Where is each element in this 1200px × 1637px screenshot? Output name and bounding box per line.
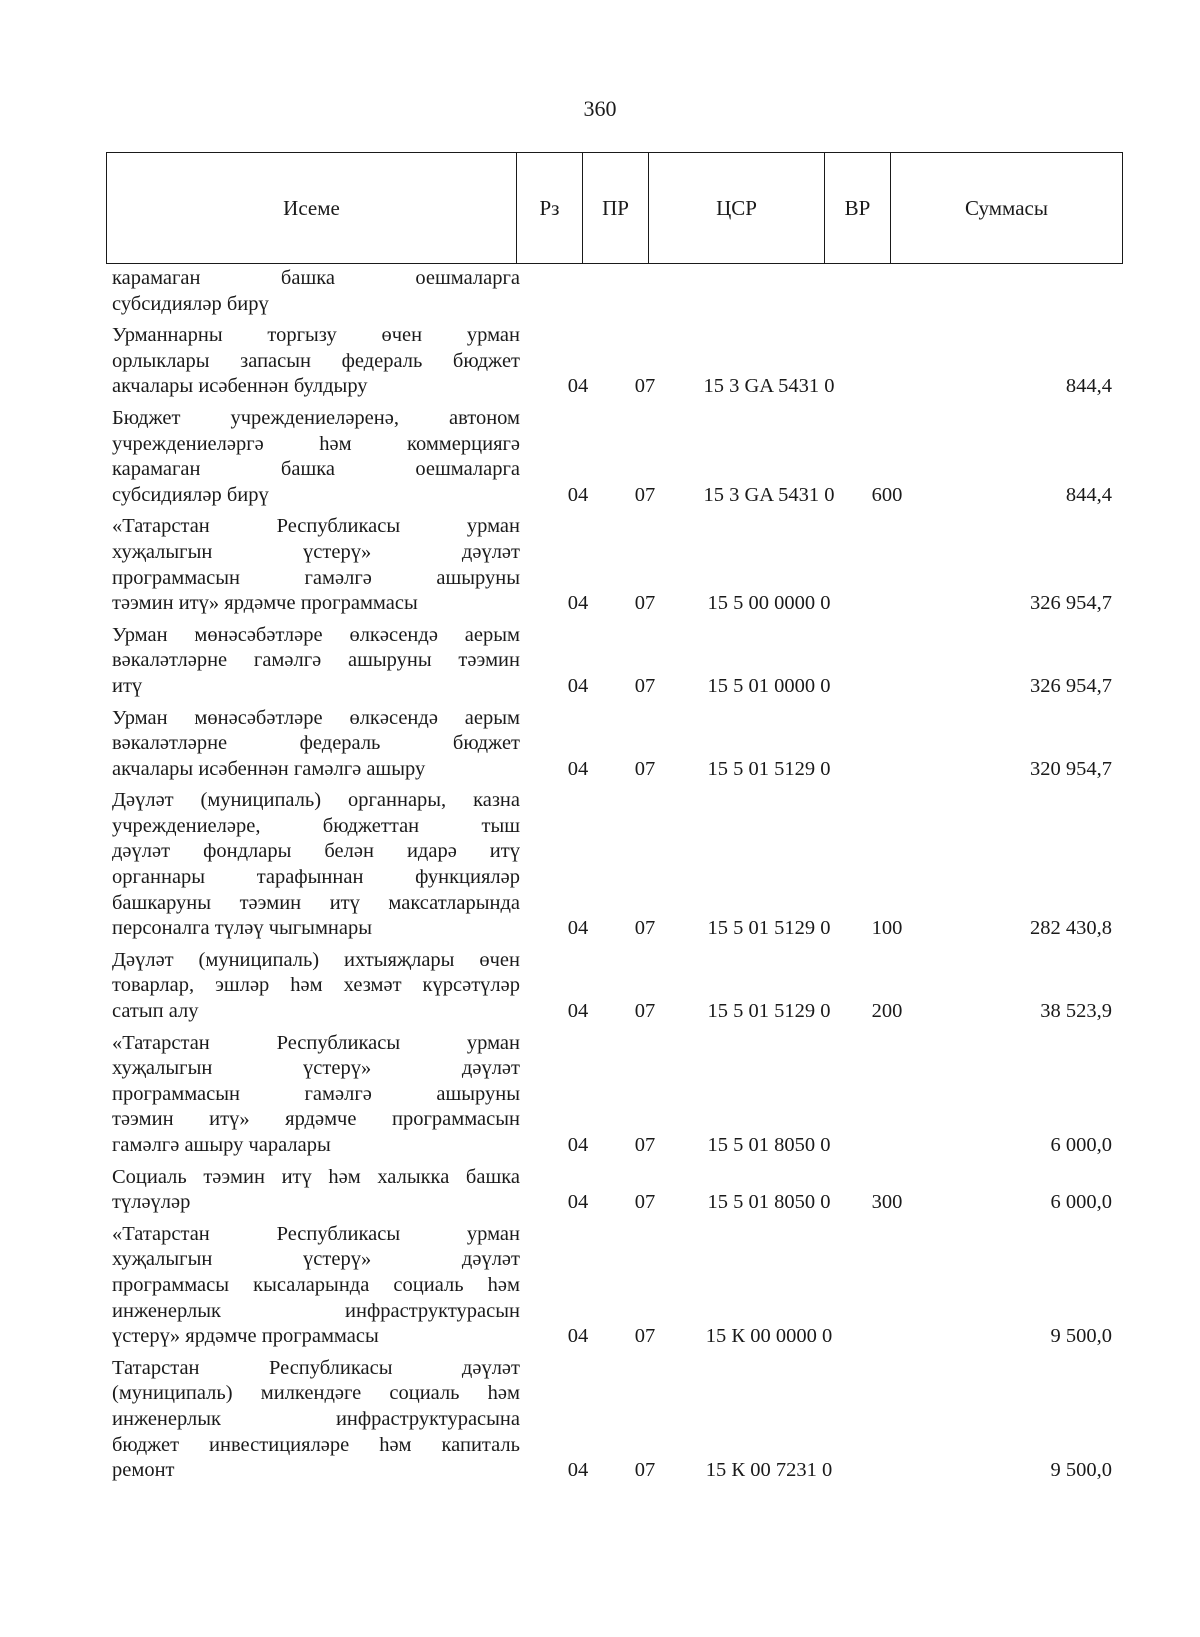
row-sum: 6 000,0: [1050, 1191, 1112, 1214]
row-pr: 07: [634, 1191, 656, 1214]
row-name-line: Дәүләт (муниципаль) органнары, казна: [112, 789, 520, 812]
row-pr: 07: [634, 483, 656, 506]
header-csr: ЦСР: [649, 153, 825, 264]
row-name: [112, 1031, 520, 1159]
row-name: [112, 323, 520, 400]
row-csr: 15 5 01 5129 0: [707, 757, 831, 780]
row-name-line: орлыклары запасын федераль бюджет: [112, 349, 520, 372]
row-name: [112, 266, 520, 317]
row-rz: 04: [567, 674, 589, 697]
table-row: [112, 1031, 1122, 1159]
row-csr: 15 5 01 8050 0: [707, 1191, 831, 1214]
row-name-line: Урманнарны торгызу өчен урман: [112, 324, 520, 347]
table-header: [106, 152, 1123, 264]
table-row: [112, 623, 1122, 700]
row-csr: 15 К 00 0000 0: [705, 1325, 833, 1348]
row-csr: 15 5 01 0000 0: [707, 674, 831, 697]
row-sum: 9 500,0: [1050, 1459, 1112, 1482]
row-name-line: (муниципаль) милкендәге социаль һәм: [112, 1382, 520, 1405]
row-sum: 38 523,9: [1040, 1000, 1112, 1023]
row-name-line: «Татарстан Республикасы урман: [112, 1222, 520, 1245]
row-csr: 15 5 01 5129 0: [707, 917, 831, 940]
row-rz: 04: [567, 1459, 589, 1482]
row-name-line: Урман мөнәсәбәтләре өлкәсендә аерым: [112, 706, 520, 729]
row-name-line: учреждениеләре, бюджеттан тыш: [112, 814, 520, 837]
row-rz: 04: [567, 483, 589, 506]
page-number: 360: [583, 96, 617, 121]
table-row: [112, 323, 1122, 400]
row-name: [112, 948, 520, 1025]
row-name-line: акчалары исәбеннән булдыру: [112, 375, 368, 398]
row-sum: 9 500,0: [1050, 1325, 1112, 1348]
row-pr: 07: [634, 1000, 656, 1023]
row-name-line: инженерлык инфраструктурасына: [112, 1407, 520, 1430]
row-name-line: түләүләр: [112, 1191, 191, 1214]
row-rz: 04: [567, 1325, 589, 1348]
row-pr: 07: [634, 674, 656, 697]
row-csr: 15 5 00 0000 0: [707, 592, 831, 615]
row-name-line: Бюджет учреждениеләренә, автоном: [112, 406, 520, 429]
row-name: [112, 623, 520, 700]
row-csr: 15 5 01 5129 0: [707, 1000, 831, 1023]
table-row: [112, 1356, 1122, 1484]
row-pr: 07: [634, 375, 656, 398]
row-rz: 04: [567, 1191, 589, 1214]
row-rz: 04: [567, 592, 589, 615]
row-pr: 07: [634, 757, 656, 780]
table-row: [112, 406, 1122, 508]
row-name-line: субсидияләр бирү: [112, 483, 269, 506]
row-name: [112, 1165, 520, 1216]
row-sum: 320 954,7: [1030, 757, 1112, 780]
row-name: [112, 406, 520, 508]
row-sum: 6 000,0: [1050, 1134, 1112, 1156]
row-name-line: үстерү» ярдәмче программасы: [112, 1325, 379, 1348]
row-name-line: сатып алу: [112, 1000, 199, 1023]
row-name-line: ремонт: [112, 1459, 175, 1482]
row-csr: 15 К 00 7231 0: [705, 1459, 833, 1482]
header-name: Исеме: [107, 153, 517, 264]
table-row: [112, 1222, 1122, 1350]
row-sum: 326 954,7: [1030, 592, 1112, 615]
row-name-line: гамәлгә ашыру чаралары: [112, 1134, 331, 1156]
header-sum: Суммасы: [891, 153, 1123, 264]
row-name-line: учреждениеләргә һәм коммерциягә: [112, 432, 520, 455]
row-rz: 04: [567, 757, 589, 780]
row-vr: 600: [871, 483, 903, 506]
table-row: [112, 1165, 1122, 1216]
row-name-line: «Татарстан Республикасы урман: [112, 1031, 520, 1054]
row-name-line: Дәүләт (муниципаль) ихтыяҗлары өчен: [112, 948, 520, 971]
row-pr: 07: [634, 592, 656, 615]
row-csr: 15 5 01 8050 0: [707, 1134, 831, 1156]
row-name-line: программасы кысаларында социаль һәм: [112, 1273, 520, 1296]
row-rz: 04: [567, 375, 589, 398]
row-pr: 07: [634, 1459, 656, 1482]
row-name-line: вәкаләтләрне федераль бюджет: [112, 732, 520, 755]
row-name-line: Татарстан Республикасы дәүләт: [112, 1356, 520, 1379]
row-name-line: хуҗалыгын үстерү» дәүләт: [112, 540, 520, 563]
row-csr: 15 3 GA 5431 0: [703, 483, 835, 506]
row-name-line: итү: [112, 674, 143, 697]
row-name-line: органнары тарафыннан функцияләр: [112, 866, 520, 889]
row-sum: 326 954,7: [1030, 674, 1112, 697]
row-pr: 07: [634, 1134, 656, 1156]
row-name-line: дәүләт фондлары белән идарә итү: [112, 840, 520, 863]
row-name-line: Урман мөнәсәбәтләре өлкәсендә аерым: [112, 623, 520, 646]
row-name-line: «Татарстан Республикасы урман: [112, 515, 520, 538]
header-pr: ПР: [583, 153, 649, 264]
row-name-line: карамаган башка оешмаларга: [112, 458, 520, 481]
row-name-line: хуҗалыгын үстерү» дәүләт: [112, 1248, 520, 1271]
row-name: [112, 1356, 520, 1484]
row-name-line: хуҗалыгын үстерү» дәүләт: [112, 1057, 520, 1080]
row-sum: 282 430,8: [1030, 917, 1112, 940]
row-sum: 844,4: [1065, 375, 1112, 398]
row-rz: 04: [567, 1134, 589, 1156]
table-row: [112, 266, 1122, 317]
table-row: [112, 948, 1122, 1025]
header-vr: ВР: [825, 153, 891, 264]
row-name-line: башкаруны тәэмин итү максатларында: [112, 891, 520, 914]
table-row: [112, 706, 1122, 783]
row-name-line: персоналга түләү чыгымнары: [112, 917, 373, 940]
row-name-line: бюджет инвестицияләре һәм капиталь: [112, 1433, 520, 1456]
row-name-line: акчалары исәбеннән гамәлгә ашыру: [112, 757, 426, 780]
row-name-line: программасын гамәлгә ашыруны: [112, 566, 520, 589]
row-name-line: программасын гамәлгә ашыруны: [112, 1082, 520, 1105]
row-csr: 15 3 GA 5431 0: [703, 375, 835, 398]
row-pr: 07: [634, 1325, 656, 1348]
row-name: [112, 514, 520, 616]
row-name-line: субсидияләр бирү: [112, 292, 269, 315]
row-name: [112, 1222, 520, 1350]
row-sum: 844,4: [1065, 483, 1112, 506]
row-name-line: тәэмин итү» ярдәмче программасын: [112, 1108, 520, 1131]
row-rz: 04: [567, 1000, 589, 1023]
row-vr: 100: [871, 917, 903, 940]
row-rz: 04: [567, 917, 589, 940]
row-vr: 200: [871, 1000, 903, 1023]
row-name-line: тәэмин итү» ярдәмче программасы: [112, 592, 418, 615]
header-rz: Рз: [517, 153, 583, 264]
table-row: [112, 514, 1122, 616]
row-name-line: карамаган башка оешмаларга: [112, 267, 520, 289]
row-name-line: инженерлык инфраструктурасын: [112, 1299, 520, 1322]
row-name-line: товарлар, эшләр һәм хезмәт күрсәтүләр: [112, 974, 520, 997]
row-name-line: Социаль тәэмин итү һәм халыкка башка: [112, 1165, 520, 1188]
row-name-line: вәкаләтләрне гамәлгә ашыруны тәэмин: [112, 649, 520, 672]
table-row: [112, 788, 1122, 942]
row-name: [112, 706, 520, 783]
row-pr: 07: [634, 917, 656, 940]
table-body: [112, 266, 1122, 1490]
row-vr: 300: [871, 1191, 903, 1214]
row-name: [112, 788, 520, 942]
